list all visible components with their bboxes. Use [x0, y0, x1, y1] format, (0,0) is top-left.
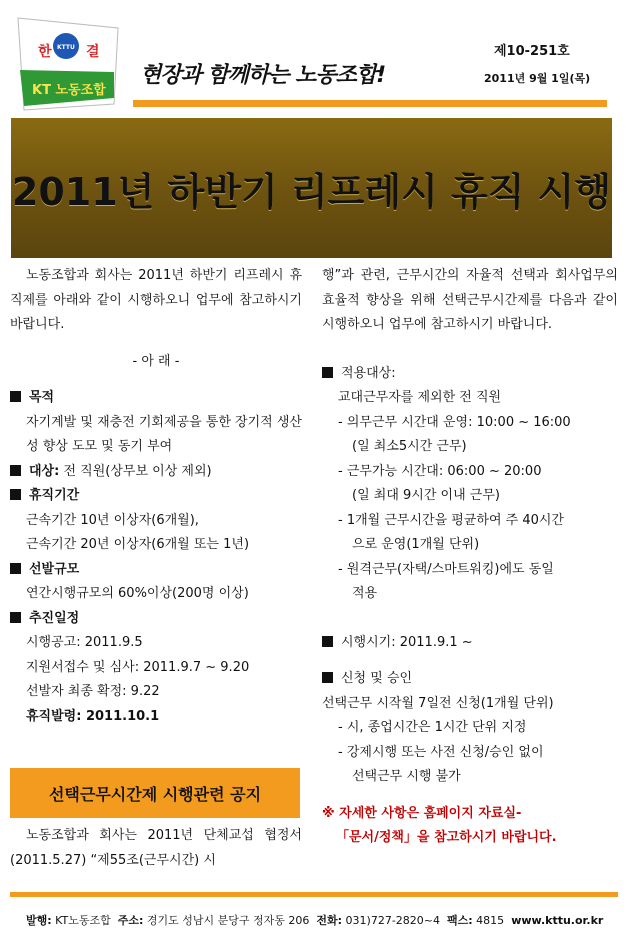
below-marker: - 아 래 - — [132, 353, 180, 369]
request-item: - 시, 종업시간은 1시간 단위 지정 — [338, 720, 527, 735]
footer-label: 팩스: — [447, 914, 473, 927]
target-body: 전 직원(상무보 이상 제외) — [59, 463, 212, 479]
apply-item: - 원격근무(자택/스마트워킹)에도 동일 — [338, 561, 554, 577]
section-request — [322, 667, 618, 692]
footer-label: 발행: — [26, 914, 52, 927]
apply-item-cont: 적용 — [352, 586, 378, 601]
section-schedule — [10, 607, 302, 632]
intro-paragraph: 노동조합과 회사는 2011년 하반기 리프레시 휴직제를 아래와 같이 시행하오니 업무에 참고하시기 바랍니다. — [10, 268, 302, 332]
apply-item: - 근무가능 시간대: 06:00 ~ 20:00 — [338, 463, 542, 479]
section-label: 대상: — [29, 463, 60, 479]
footer — [26, 912, 603, 928]
footer-label: 전화: — [316, 914, 343, 927]
footer-phone: 031)727-2820~4 — [342, 914, 441, 927]
section-label: 선발규모 — [29, 561, 80, 577]
footer-label: 주소: — [117, 914, 144, 927]
schedule-line: 휴직발령: 2011.10.1 — [26, 708, 160, 724]
request-item: - 강제시행 또는 사전 신청/승인 없이 — [338, 744, 544, 760]
bullet-square-icon — [322, 367, 333, 378]
notice-heading-box — [10, 768, 300, 818]
bullet-square-icon — [10, 563, 21, 574]
flag-badge: KTTU — [57, 44, 75, 51]
flag-text-1: 한 — [38, 44, 52, 60]
section-period — [10, 484, 302, 509]
section-label: 휴직기간 — [29, 488, 80, 503]
apply-item-cont: (일 최소5시간 근무) — [352, 439, 467, 454]
reference-note: ※ 자세한 사항은 홈페이지 자료실- — [322, 805, 522, 821]
section-label: 목적 — [29, 390, 55, 405]
schedule-line: 지원서접수 및 심사: 2011.9.7 ~ 9.20 — [26, 659, 250, 675]
footer-fax: 4815 — [472, 914, 505, 927]
request-item-cont: 선택근무 시행 불가 — [352, 769, 461, 784]
apply-item-cont: (일 최대 9시간 이내 근무) — [352, 488, 500, 503]
schedule-line: 선발자 최종 확정: 9.22 — [26, 684, 160, 699]
notice-title: 선택근무시간제 시행관련 공지 — [48, 784, 262, 804]
bullet-square-icon — [10, 489, 21, 500]
flag-text-3: KT 노동조합 — [32, 83, 106, 98]
bullet-square-icon — [322, 672, 333, 683]
notice-paragraph-start — [10, 824, 302, 873]
scale-body: 연간시행규모의 60%이상(200명 이상) — [26, 586, 249, 601]
banner-title: 2011년 하반기 리프레시 휴직 시행 — [11, 169, 612, 214]
footer-rule — [10, 892, 618, 897]
section-target — [10, 460, 302, 485]
flag-text-2: 결 — [86, 44, 100, 60]
right-column — [322, 264, 618, 851]
notice-continuation: 행”과 관련, 근무시간의 자율적 선택과 회사업무의 효율적 향상을 위해 선택근무시간제를 다음과 같이 시행하오니 업무에 참고하시기 바랍니다. — [322, 268, 618, 332]
section-label: 추진일정 — [29, 610, 80, 626]
slogan: 현장과 함께하는 노동조합! — [140, 63, 386, 88]
apply-item-cont: 으로 운영(1개월 단위) — [352, 537, 480, 552]
header-rule — [133, 100, 607, 107]
footer-publisher: KT노동조합 — [51, 914, 111, 927]
section-apply — [322, 362, 618, 387]
period-line: 근속기간 20년 이상자(6개월 또는 1년) — [26, 537, 250, 552]
notice-body: 노동조합과 회사는 2011년 단체교섭 협정서(2011.5.27) “제55조(근무시간) 시 — [10, 828, 302, 868]
bullet-square-icon — [322, 636, 333, 647]
footer-address: 경기도 성남시 분당구 정자동 206 — [143, 914, 310, 927]
bullet-square-icon — [10, 612, 21, 623]
issue-number: 제10-251호 — [494, 44, 570, 59]
apply-item: - 의무근무 시간대 운영: 10:00 ~ 16:00 — [338, 414, 571, 430]
title-banner — [11, 118, 612, 258]
apply-item: - 1개월 근무시간을 평균하여 주 40시간 — [338, 512, 564, 528]
bullet-square-icon — [10, 465, 21, 476]
section-label: 적용대상: — [341, 365, 396, 381]
issue-date: 2011년 9월 1일(목) — [484, 72, 591, 85]
reference-note-cont: 「문서/정책」을 참고하시기 바랍니다. — [336, 830, 557, 845]
apply-body: 교대근무자를 제외한 전 직원 — [338, 390, 502, 405]
bullet-square-icon — [10, 391, 21, 402]
schedule-line: 시행공고: 2011.9.5 — [26, 635, 143, 650]
section-start — [322, 631, 618, 656]
section-label: 신청 및 승인 — [341, 671, 413, 686]
period-line: 근속기간 10년 이상자(6개월), — [26, 512, 199, 528]
footer-website[interactable]: www.kttu.or.kr — [511, 914, 604, 927]
request-body: 선택근무 시작월 7일전 신청(1개월 단위) — [322, 695, 554, 711]
section-label: 시행시기: 2011.9.1 ~ — [341, 634, 473, 650]
section-purpose — [10, 386, 302, 411]
section-scale — [10, 558, 302, 583]
left-column — [10, 264, 302, 729]
purpose-body: 자기계발 및 재충전 기회제공을 통한 장기적 생산성 향상 도모 및 동기 부여 — [26, 414, 302, 454]
union-flag-logo — [10, 10, 122, 118]
